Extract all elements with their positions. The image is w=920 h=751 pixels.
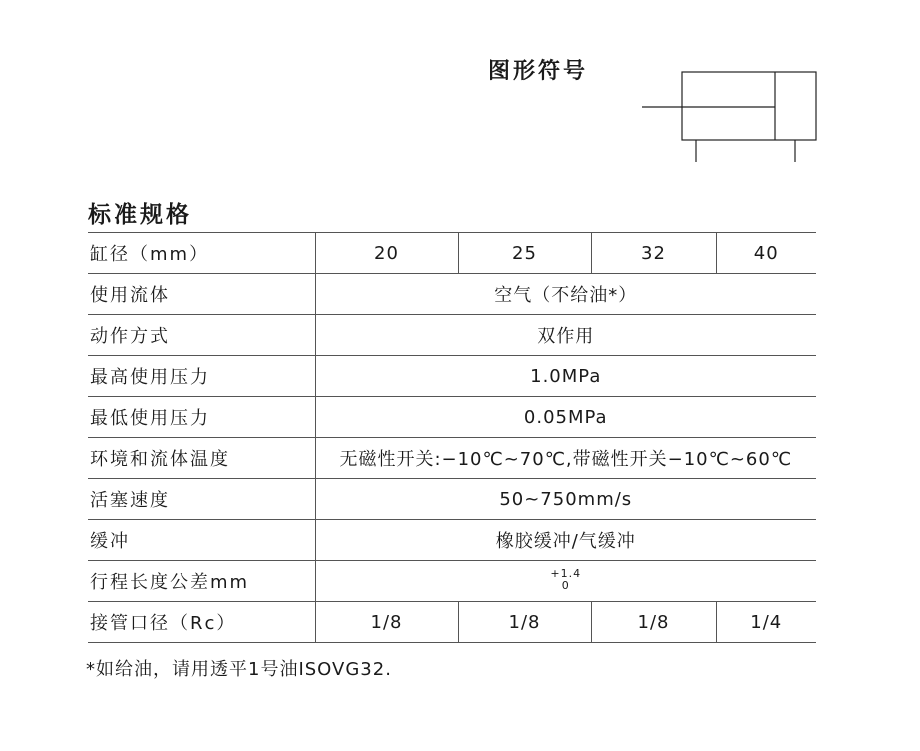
row-label: 最低使用压力 [88,397,315,438]
row-value: 50~750mm/s [315,479,816,520]
row-label: 活塞速度 [88,479,315,520]
spec-table [88,232,816,643]
table-row [88,438,816,479]
row-label: 缓冲 [88,520,315,561]
table-row [88,561,816,602]
table-row [88,479,816,520]
row-label: 最高使用压力 [88,356,315,397]
table-row [88,520,816,561]
tolerance-lower: 0 [561,579,570,592]
table-row [88,274,816,315]
port-32: 1/8 [591,602,716,643]
bore-32: 32 [591,233,716,274]
row-value: 无磁性开关:−10℃~70℃,带磁性开关−10℃~60℃ [315,438,816,479]
tolerance-value [315,561,816,602]
row-label: 动作方式 [88,315,315,356]
row-value: 0.05MPa [315,397,816,438]
port-40: 1/4 [716,602,816,643]
table-row [88,356,816,397]
row-value: 空气（不给油*） [315,274,816,315]
port-25: 1/8 [458,602,591,643]
bore-40: 40 [716,233,816,274]
symbol-title: 图形符号 [488,59,589,84]
table-row [88,315,816,356]
bore-20: 20 [315,233,458,274]
spec-title: 标准规格 [88,202,192,228]
port-20: 1/8 [315,602,458,643]
row-label: 接管口径（Rc） [88,602,315,643]
table-row [88,233,816,274]
row-label: 行程长度公差mm [88,561,315,602]
table-row [88,602,816,643]
cylinder-symbol-icon [640,70,820,166]
footnote: *如给油，请用透平1号油ISOVG32. [86,659,392,680]
row-label: 环境和流体温度 [88,438,315,479]
row-label: 使用流体 [88,274,315,315]
row-value: 双作用 [315,315,816,356]
tolerance [550,568,581,592]
row-label: 缸径（mm） [88,233,315,274]
row-value: 橡胶缓冲/气缓冲 [315,520,816,561]
row-value: 1.0MPa [315,356,816,397]
table-row [88,397,816,438]
bore-25: 25 [458,233,591,274]
tolerance-upper: +1.4 [550,567,582,580]
